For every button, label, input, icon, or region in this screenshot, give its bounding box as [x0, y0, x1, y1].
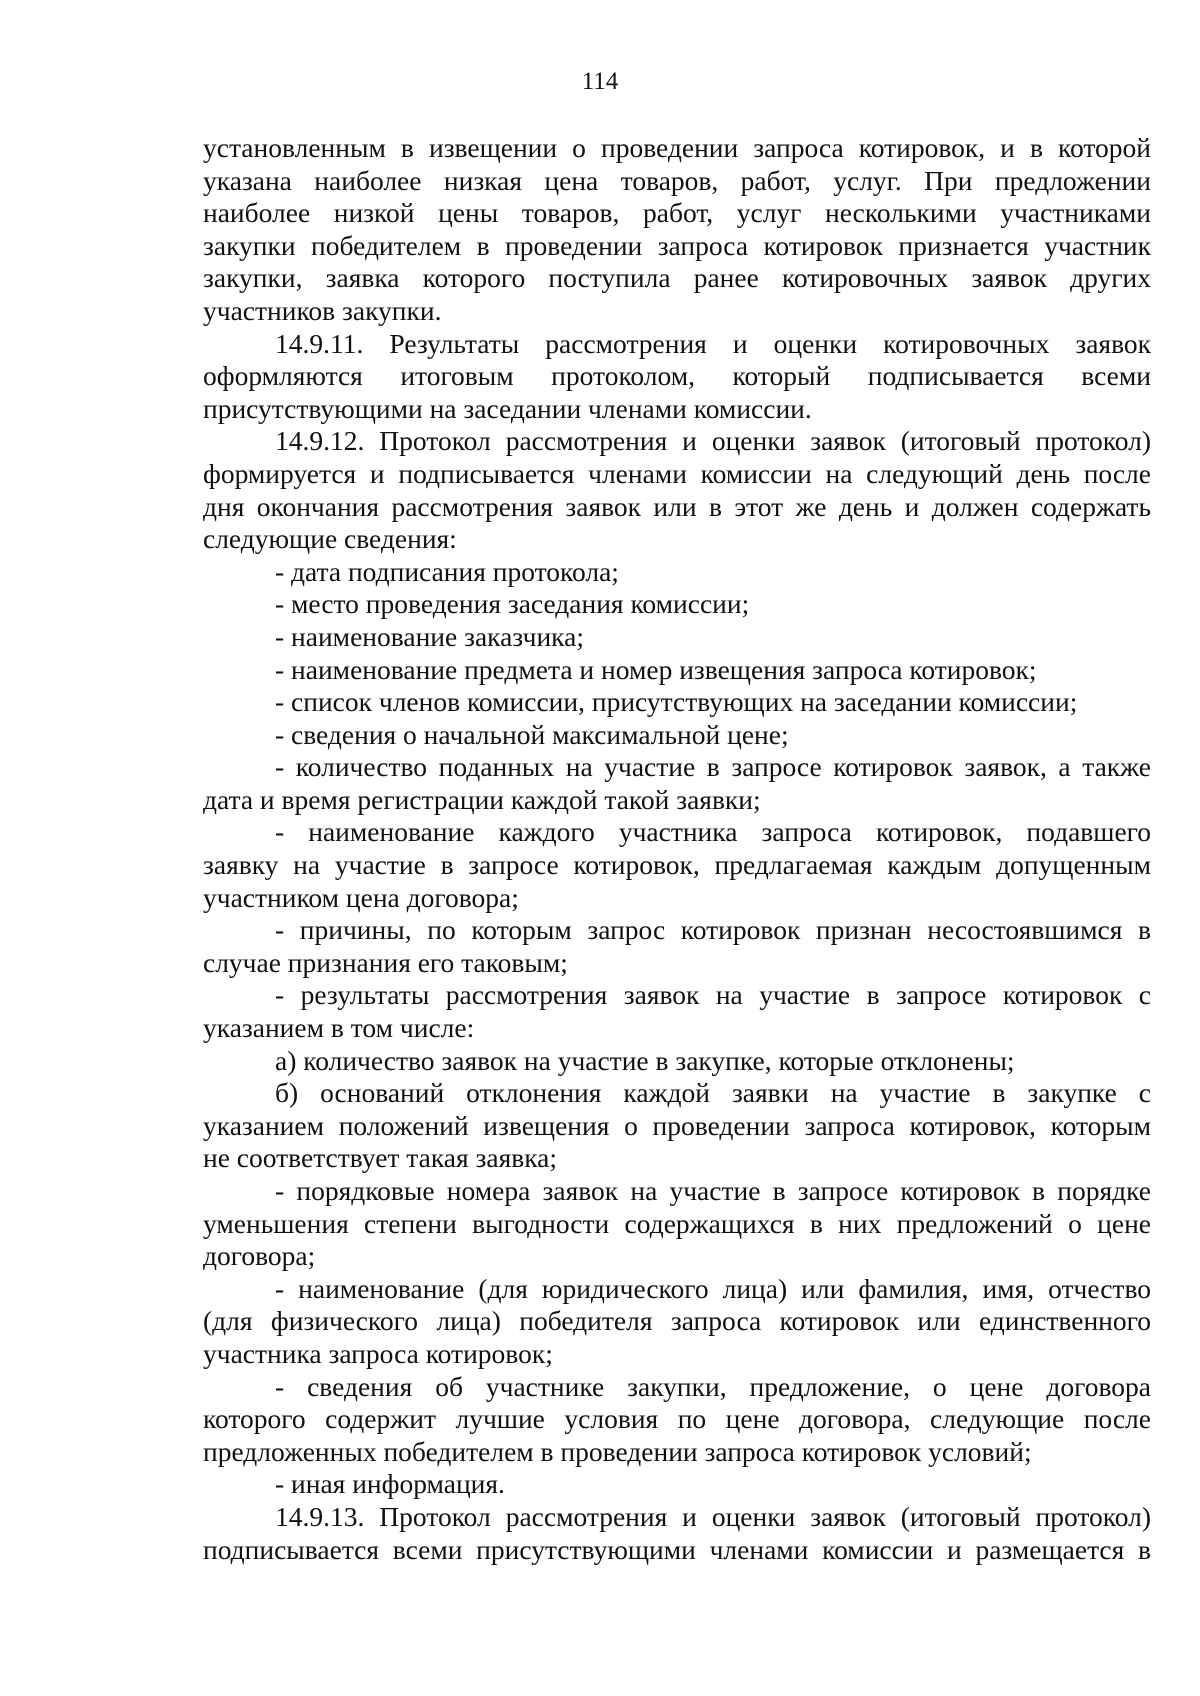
text-line: - количество поданных на участие в запросе котировок заявок, а также	[275, 751, 1151, 783]
text-line: 14.9.11. Результаты рассмотрения и оценки котировочных заявок	[275, 327, 1151, 359]
text-line: участником цена договора;	[203, 881, 519, 913]
text-line: а) количество заявок на участие в закупке, которые отклонены;	[275, 1044, 1015, 1076]
text-line: которого содержит лучшие условия по цене договора, следующие после	[203, 1403, 1151, 1435]
text-line: - причины, по которым запрос котировок признан несостоявшимся в	[275, 914, 1151, 946]
text-line: дата и время регистрации каждой такой заявки;	[203, 783, 761, 815]
text-line: наиболее низкой цены товаров, работ, услуг несколькими участниками	[203, 197, 1151, 229]
text-line: уменьшения степени выгодности содержащихся в них предложений о цене	[203, 1207, 1151, 1239]
text-line: закупки, заявка которого поступила ранее котировочных заявок других	[203, 262, 1151, 294]
text-line: оформляются итоговым протоколом, который подписывается всеми	[203, 360, 1151, 392]
text-line: указанием в том числе:	[203, 1012, 475, 1044]
text-line: - результаты рассмотрения заявок на участие в запросе котировок с	[275, 979, 1151, 1011]
text-line: указанием положений извещения о проведении запроса котировок, которым	[203, 1109, 1151, 1141]
text-line: - иная информация.	[275, 1468, 505, 1500]
text-line: (для физического лица) победителя запроса котировок или единственного	[203, 1305, 1151, 1337]
text-line: - наименование каждого участника запроса котировок, подавшего	[275, 816, 1151, 848]
text-line: не соответствует такая заявка;	[203, 1142, 558, 1174]
text-line: подписывается всеми присутствующими членами комиссии и размещается в	[203, 1533, 1151, 1565]
text-line: следующие сведения:	[203, 523, 457, 555]
text-line: закупки победителем в проведении запроса котировок признается участник	[203, 229, 1151, 261]
text-line: присутствующими на заседании членами комиссии.	[203, 392, 812, 424]
text-line: формируется и подписывается членами комиссии на следующий день после	[203, 457, 1151, 489]
text-line: предложенных победителем в проведении запроса котировок условий;	[203, 1435, 1032, 1467]
text-line: договора;	[203, 1240, 316, 1272]
text-line: участника запроса котировок;	[203, 1337, 553, 1369]
text-line: - наименование предмета и номер извещения запроса котировок;	[275, 653, 1037, 685]
text-line: дня окончания рассмотрения заявок или в этот же день и должен содержать	[203, 490, 1151, 522]
text-line: - наименование заказчика;	[275, 620, 584, 652]
text-line: заявку на участие в запросе котировок, предлагаемая каждым допущенным	[203, 849, 1151, 881]
text-line: - сведения об участнике закупки, предложение, о цене договора	[275, 1370, 1151, 1402]
text-line: - сведения о начальной максимальной цене;	[275, 718, 789, 750]
text-line: случае признания его таковым;	[203, 946, 568, 978]
page-number: 114	[581, 68, 619, 95]
text-line: - список членов комиссии, присутствующих на заседании комиссии;	[275, 686, 1078, 718]
text-line: - наименование (для юридического лица) или фамилия, имя, отчество	[275, 1272, 1151, 1304]
text-line: установленным в извещении о проведении запроса котировок, и в которой	[203, 132, 1151, 163]
text-line: - дата подписания протокола;	[275, 555, 619, 587]
text-line: указана наиболее низкая цена товаров, работ, услуг. При предложении	[203, 164, 1151, 196]
document-body	[203, 132, 1151, 1566]
text-line: 14.9.13. Протокол рассмотрения и оценки заявок (итоговый протокол)	[275, 1500, 1151, 1532]
text-line: - порядковые номера заявок на участие в запросе котировок в порядке	[275, 1175, 1151, 1206]
text-line: 14.9.12. Протокол рассмотрения и оценки заявок (итоговый протокол)	[275, 425, 1151, 457]
text-line: - место проведения заседания комиссии;	[275, 588, 750, 620]
text-line: участников закупки.	[203, 294, 442, 326]
text-line: б) оснований отклонения каждой заявки на участие в закупке с	[275, 1077, 1151, 1109]
